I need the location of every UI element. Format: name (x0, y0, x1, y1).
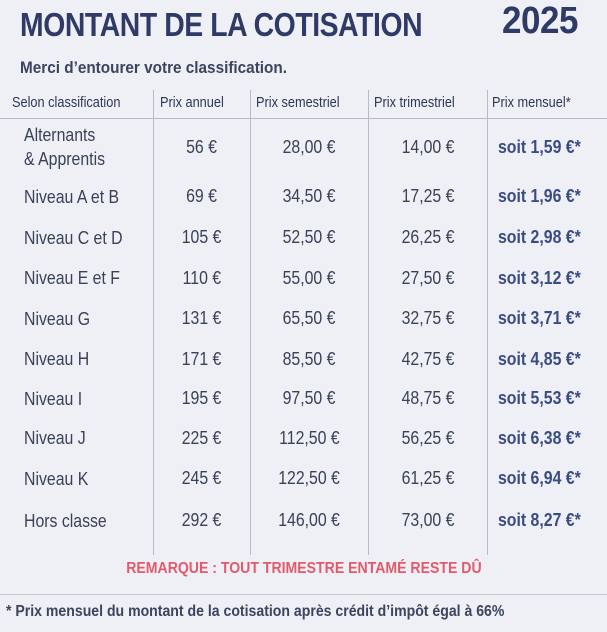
header-classification: Selon classification (12, 94, 121, 111)
monthly-price-cell: soit 8,27 €* (498, 510, 581, 530)
semester-price-cell: 55,00 € (283, 267, 336, 288)
monthly-price-cell: soit 3,71 €* (498, 308, 581, 328)
annual-price-cell: 110 € (182, 267, 222, 288)
semester-price-cell: 146,00 € (278, 510, 341, 530)
page-title (20, 0, 578, 44)
classification-cell: Niveau J (24, 428, 86, 448)
footnote-divider (0, 594, 607, 595)
monthly-price-cell: soit 2,98 €* (498, 227, 581, 247)
annual-price-cell: 292 € (182, 510, 222, 530)
annual-price-cell: 56 € (186, 136, 218, 157)
table-row (0, 499, 607, 542)
semester-price-cell: 65,50 € (283, 308, 336, 328)
classification-cell: Hors classe (24, 510, 107, 531)
classification-cell: Niveau H (24, 349, 90, 369)
table-row (0, 418, 607, 458)
semester-price-cell: 97,50 € (283, 388, 336, 408)
quarter-price-cell: 32,75 € (401, 308, 455, 328)
semester-price-cell: 28,00 € (283, 136, 336, 157)
subtitle: Merci d’entourer votre classification. (20, 58, 287, 77)
monthly-price-cell: soit 4,85 €* (498, 348, 581, 369)
table-row (0, 217, 607, 258)
quarter-price-cell: 14,00 € (401, 136, 455, 157)
quarter-price-cell: 48,75 € (401, 388, 455, 408)
annual-price-cell: 225 € (182, 427, 222, 448)
header-monthly: Prix mensuel* (492, 94, 571, 111)
semester-price-cell: 34,50 € (283, 186, 336, 206)
annual-price-cell: 245 € (182, 468, 222, 488)
quarter-price-cell: 73,00 € (401, 510, 455, 530)
annual-price-cell: 195 € (182, 388, 222, 408)
classification-cell: Niveau C et D (24, 227, 123, 248)
quarter-price-cell: 17,25 € (401, 186, 455, 206)
table-row (0, 298, 607, 339)
monthly-price-cell: soit 6,94 €* (498, 468, 581, 488)
monthly-price-cell: soit 1,59 €* (498, 136, 581, 157)
monthly-price-cell: soit 3,12 €* (498, 267, 581, 288)
header-annual: Prix annuel (160, 94, 224, 111)
semester-price-cell: 122,50 € (278, 468, 341, 488)
classification-cell: Niveau K (24, 468, 89, 489)
table-row (0, 458, 607, 499)
quarter-price-cell: 42,75 € (401, 348, 455, 369)
table-row (0, 176, 607, 217)
quarter-price-cell: 27,50 € (401, 267, 455, 288)
header-quarter: Prix trimestriel (374, 94, 455, 111)
monthly-price-cell: soit 6,38 €* (498, 427, 581, 448)
table-header (0, 90, 607, 119)
title-text: MONTANT DE LA COTISATION (20, 6, 423, 43)
semester-price-cell: 85,50 € (283, 348, 336, 369)
annual-price-cell: 105 € (182, 227, 222, 247)
monthly-price-cell: soit 5,53 €* (498, 388, 581, 408)
table-row (0, 118, 607, 176)
remark-text: REMARQUE : TOUT TRIMESTRE ENTAMÉ RESTE DÛ (125, 560, 482, 577)
monthly-price-cell: soit 1,96 €* (498, 186, 581, 206)
table-row (0, 379, 607, 418)
quarter-price-cell: 61,25 € (401, 468, 455, 488)
classification-cell: Niveau E et F (24, 268, 120, 288)
quarter-price-cell: 56,25 € (401, 427, 455, 448)
annual-price-cell: 171 € (182, 348, 222, 369)
semester-price-cell: 52,50 € (283, 227, 336, 247)
semester-price-cell: 112,50 € (279, 427, 340, 448)
classification-cell: Niveau A et B (24, 186, 120, 207)
annual-price-cell: 131 € (182, 308, 222, 328)
footnote: * Prix mensuel du montant de la cotisation après crédit d’impôt égal à 66% (6, 603, 505, 620)
classification-cell: Alternants & Apprentis (24, 125, 106, 169)
classification-cell: Niveau I (24, 388, 83, 409)
table-row (0, 258, 607, 298)
classification-cell: Niveau G (24, 308, 91, 329)
quarter-price-cell: 26,25 € (401, 227, 455, 247)
title-year: 2025 (502, 0, 578, 42)
annual-price-cell: 69 € (186, 186, 218, 206)
header-semester: Prix semestriel (256, 94, 340, 111)
table-row (0, 339, 607, 379)
